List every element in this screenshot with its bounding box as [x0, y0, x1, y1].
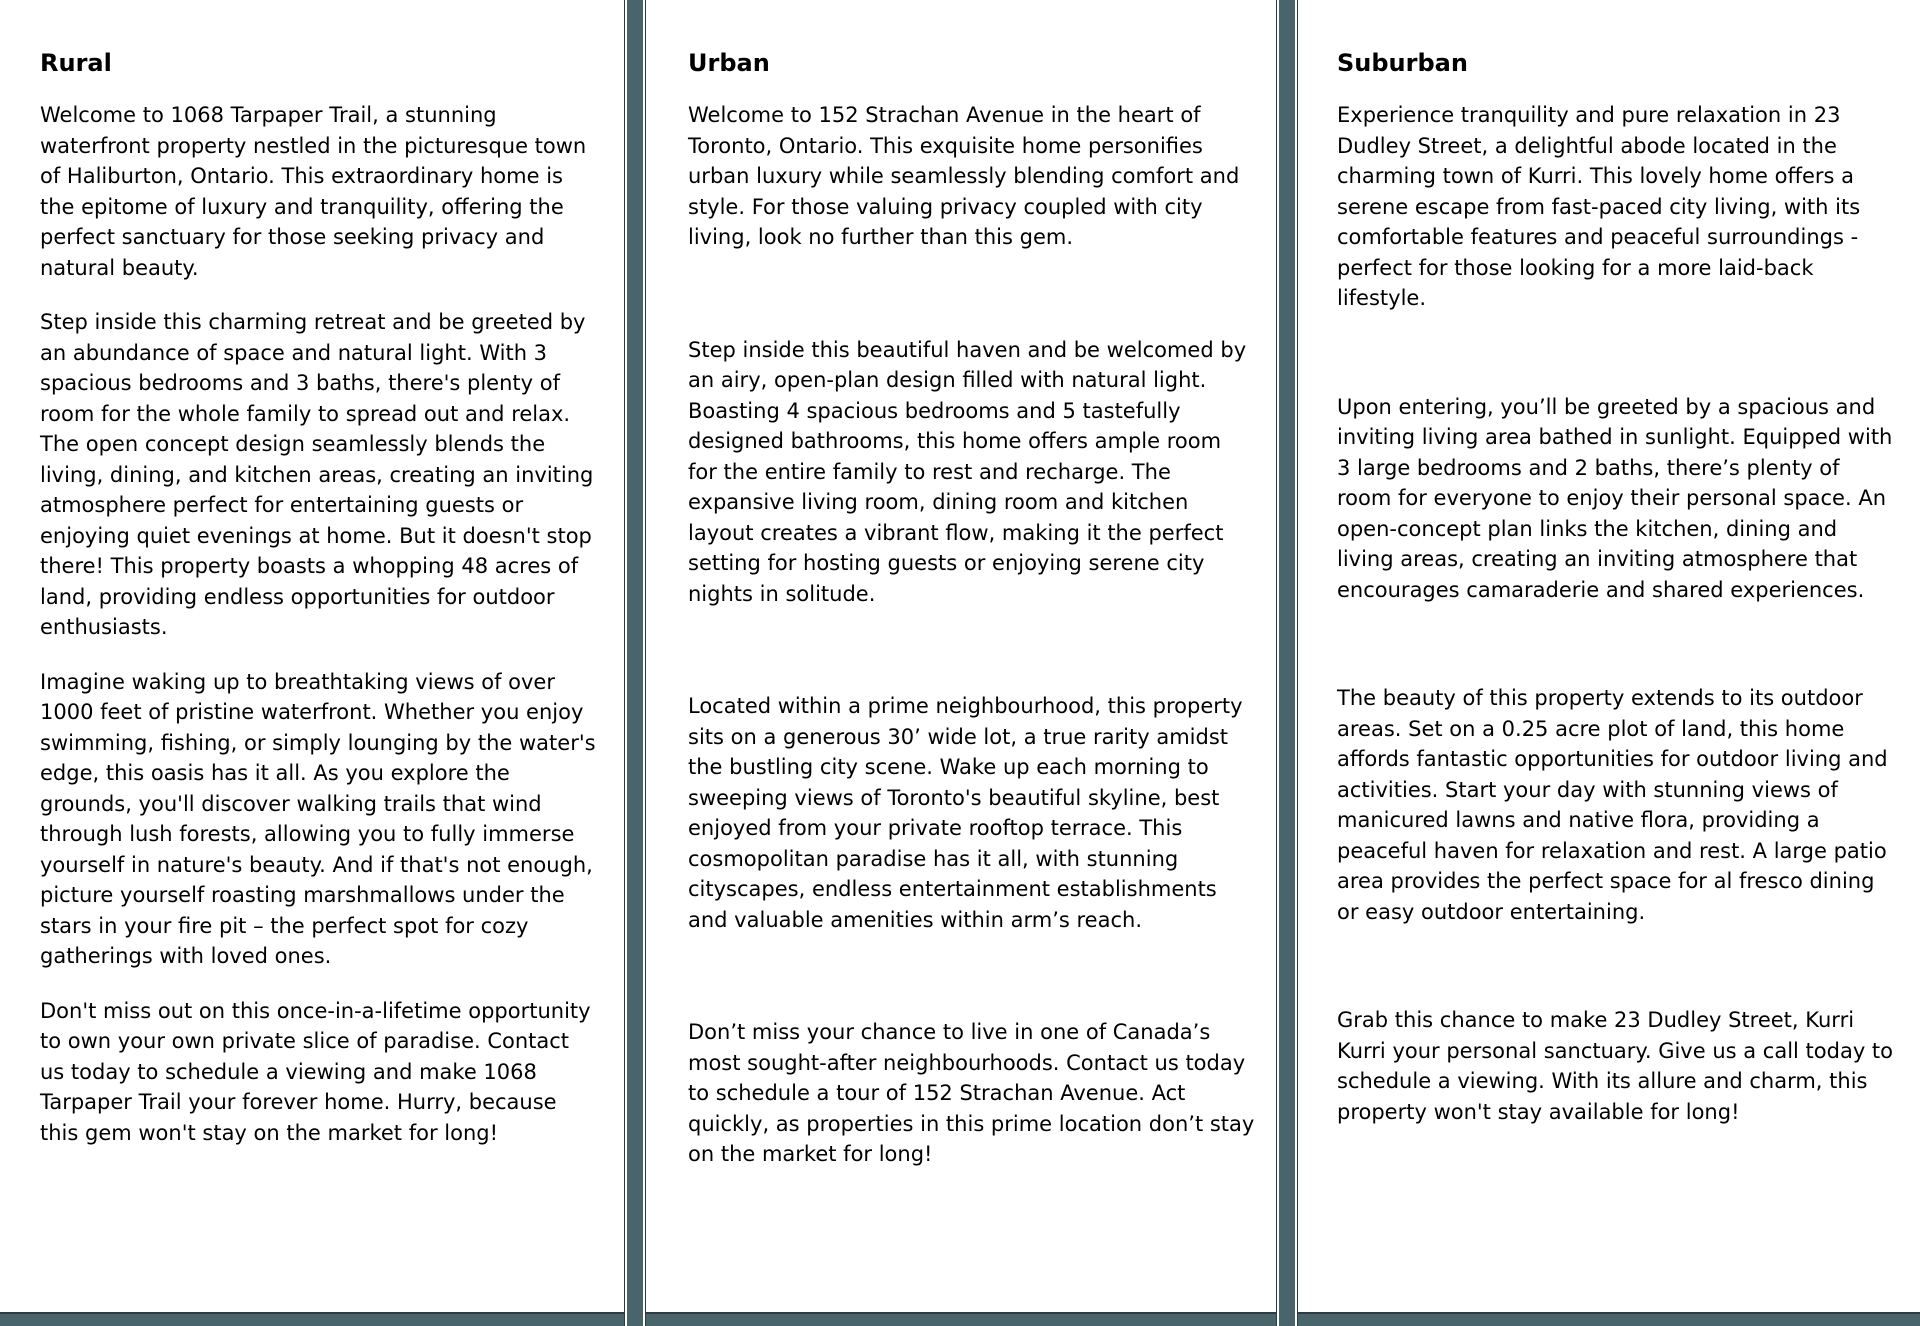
paragraph: Located within a prime neighbourhood, this property sits on a generous 30’ wide lot, a true rarity amidst the bustling city scene. Wake up each morning to sweeping views of Toronto's beautiful skyline, best enjoyed from your private rooftop terrace. This cosmopolitan paradise has it all, with stunning cityscapes, endless entertainment establishments and valuable amenities within arm’s reach. — [688, 694, 1243, 932]
bottom-bar — [0, 1312, 1920, 1326]
column-heading-rural: Rural — [40, 49, 112, 77]
column-divider — [1276, 0, 1298, 1326]
paragraph: Step inside this beautiful haven and be welcomed by an airy, open-plan design filled with natural light. Boasting 4 spacious bedrooms and 5 tastefully designed bathrooms, this home offers ample room for the entire family to rest and recharge. The expansive living room, dining room and kitchen layout creates a vibrant flow, making it the perfect setting for hosting guests or enjoying serene city nights in solitude. — [688, 337, 1247, 606]
paragraph: Experience tranquility and pure relaxation in 23 Dudley Street, a delightful abode located in the charming town of Kurri. This lovely home offers a serene escape from fast-paced city living, with its comfortable features and peaceful surroundings - perfect for those looking for a more laid-back lifestyle. — [1337, 103, 1861, 310]
paragraph: The beauty of this property extends to its outdoor areas. Set on a 0.25 acre plot of land, this home affords fantastic opportunities for outdoor living and activities. Start your day with stunning views of manicured lawns and native flora, providing a peaceful haven for relaxation and rest. A large patio area provides the perfect space for al fresco dining or easy outdoor entertaining. — [1337, 686, 1888, 924]
paragraph: Grab this chance to make 23 Dudley Street, Kurri Kurri your personal sanctuary. Give us a call today to schedule a viewing. With its allure and charm, this property won't stay available for long! — [1337, 1008, 1894, 1124]
paragraph: Imagine waking up to breathtaking views of over 1000 feet of pristine waterfront. Whether you enjoy swimming, fishing, or simply lounging by the water's edge, this oasis has it all. As you explore the grounds, you'll discover walking trails that wind through lush forests, allowing you to fully immerse yourself in nature's beauty. And if that's not enough, picture yourself roasting marshmallows under the stars in your fire pit – the perfect spot for cozy gatherings with loved ones. — [40, 669, 596, 968]
column-heading-suburban: Suburban — [1337, 49, 1468, 77]
paragraph: Don’t miss your chance to live in one of Canada’s most sought-after neighbourhoods. Contact us today to schedule a tour of 152 Strachan Avenue. Act quickly, as properties in this prime location don’t stay on the market for long! — [688, 1020, 1255, 1166]
paragraph: Welcome to 152 Strachan Avenue in the heart of Toronto, Ontario. This exquisite home personifies urban luxury while seamlessly blending comfort and style. For those valuing privacy coupled with city living, look no further than this gem. — [688, 103, 1240, 249]
paragraph: Don't miss out on this once-in-a-lifetime opportunity to own your own private slice of paradise. Contact us today to schedule a viewing and make 1068 Tarpaper Trail your forever home. Hurry, because this gem won't stay on the market for long! — [40, 998, 591, 1145]
column-heading-urban: Urban — [688, 49, 770, 77]
column-rural — [40, 0, 598, 1172]
paragraph: Step inside this charming retreat and be greeted by an abundance of space and natural light. With 3 spacious bedrooms and 3 baths, there's plenty of room for the whole family to spread out and relax. The open concept design seamlessly blends the living, dining, and kitchen areas, creating an inviting atmosphere perfect for entertaining guests or enjoying quiet evenings at home. But it doesn't stop there! This property boasts a whopping 48 acres of land, providing endless opportunities for outdoor enthusiasts. — [40, 310, 594, 639]
column-urban — [688, 0, 1256, 1252]
paragraph: Upon entering, you’ll be greeted by a spacious and inviting living area bathed in sunlight. Equipped with 3 large bedrooms and 2 baths, there’s plenty of room for everyone to enjoy their personal space. An open-concept plan links the kitchen, dining and living areas, creating an inviting atmosphere that encourages camaraderie and shared experiences. — [1337, 394, 1893, 602]
column-divider — [624, 0, 646, 1326]
paragraph: Welcome to 1068 Tarpaper Trail, a stunning waterfront property nestled in the picturesque town of Haliburton, Ontario. This extraordinary home is the epitome of luxury and tranquility, offering the perfect sanctuary for those seeking privacy and natural beauty. — [40, 103, 587, 280]
column-suburban — [1337, 0, 1897, 1205]
